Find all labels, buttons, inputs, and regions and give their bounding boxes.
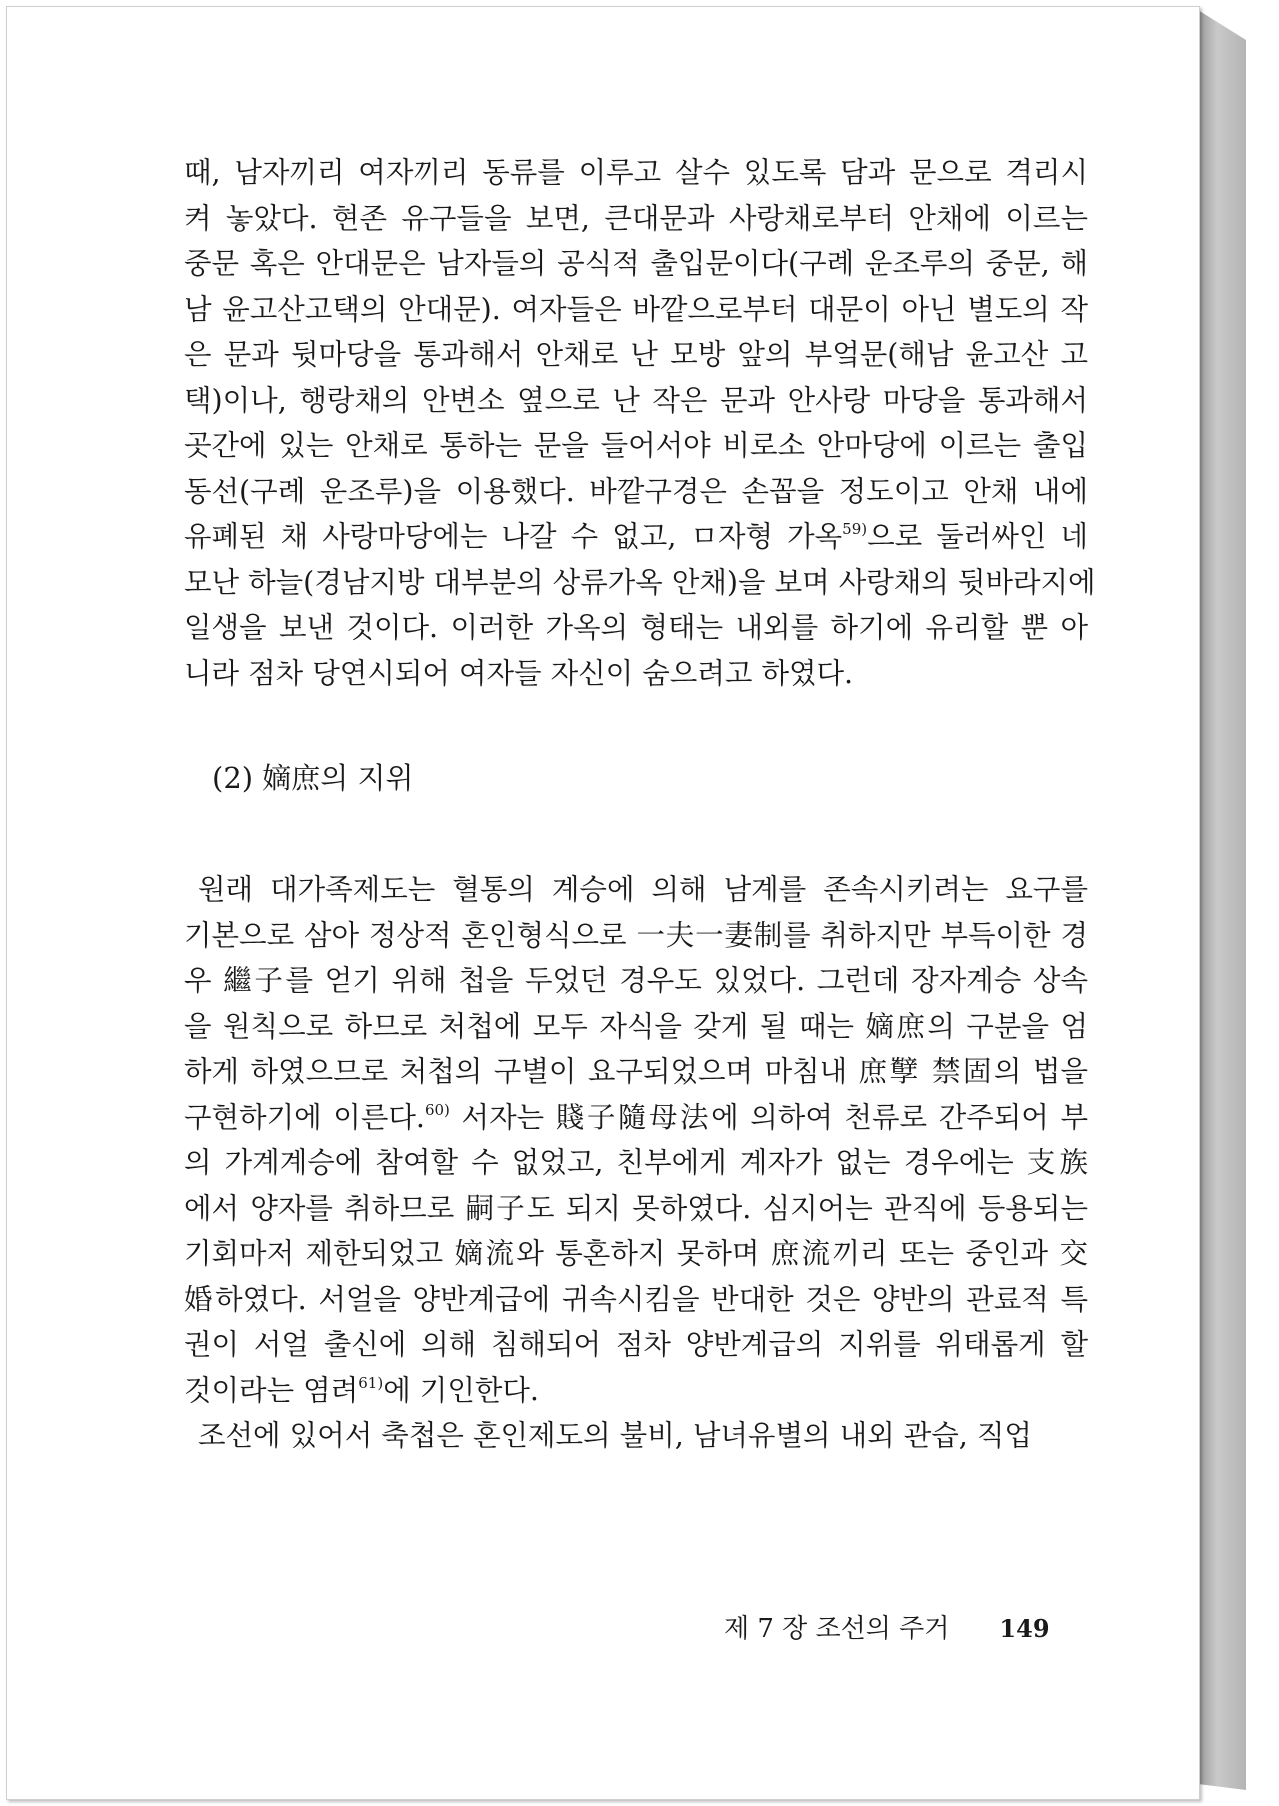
text-line: 은 문과 뒷마당을 통과해서 안채로 난 모방 앞의 부엌문(해남 윤고산 고 (184, 338, 1088, 371)
footnote-marker-59: 59) (842, 520, 868, 538)
text-segment: 것이라는 염려 (184, 1373, 359, 1407)
text-segment: 조선에 있어서 축첩은 혼인제도의 불비, 남녀유별의 내외 관습, 직업 (198, 1419, 1032, 1452)
text-line: 켜 놓았다. 현존 유구들을 보면, 큰대문과 사랑채로부터 안채에 이르는 (184, 201, 1088, 235)
text-segment: 으로 둘러싸인 네 (867, 520, 1088, 553)
text-line: 동선(구례 운조루)을 이용했다. 바깥구경은 손꼽을 정도이고 안채 내에 (184, 474, 1088, 508)
text-line-with-footnote (184, 1368, 1088, 1414)
text-line: 일생을 보낸 것이다. 이러한 가옥의 형태는 내외를 하기에 유리할 뿐 아 (184, 611, 1088, 644)
text-segment: 서자는 賤子隨母法에 의하여 천류로 간주되어 부 (449, 1100, 1089, 1134)
text-line-with-footnote (184, 514, 1088, 560)
text-line (184, 1413, 1088, 1459)
text-line: 에서 양자를 취하므로 嗣子도 되지 못하였다. 심지어는 관직에 등용되는 (184, 1191, 1088, 1225)
text-line: 곳간에 있는 안채로 통하는 문을 들어서야 비로소 안마당에 이르는 출입 (184, 429, 1088, 462)
text-segment: 에 기인한다. (383, 1373, 539, 1407)
text-line: 하게 하였으므로 처첩의 구별이 요구되었으며 마침내 庶孼 禁固의 법을 (184, 1055, 1088, 1088)
page-footer (724, 1608, 1050, 1645)
text-line: 때, 남자끼리 여자끼리 동류를 이루고 살수 있도록 담과 문으로 격리시 (184, 156, 1088, 189)
page-body (184, 150, 1096, 1459)
text-line: 중문 혹은 안대문은 남자들의 공식적 출입문이다(구례 운조루의 중문, 해 (184, 247, 1088, 280)
text-line: 婚하였다. 서얼을 양반계급에 귀속시킴을 반대한 것은 양반의 관료적 특 (184, 1282, 1088, 1316)
footnote-marker-60: 60) (424, 1100, 450, 1119)
text-line: 권이 서얼 출신에 의해 침해되어 점차 양반계급의 지위를 위태롭게 할 (184, 1328, 1088, 1361)
text-segment: 원래 대가족제도는 혈통의 계승에 의해 남계를 존속시키려는 요구를 (198, 873, 1088, 906)
section-heading: (2) 嫡庶의 지위 (212, 761, 414, 795)
text-line (184, 867, 1088, 913)
running-footer-chapter: 제 7 장 조선의 주거 (724, 1614, 950, 1644)
footnote-marker-61: 61) (358, 1373, 384, 1392)
text-line-with-footnote (184, 1095, 1088, 1141)
text-line: 모난 하늘(경남지방 대부분의 상류가옥 안채)을 보며 사랑채의 뒷바라지에 (184, 565, 1096, 599)
text-line: 을 원칙으로 하므로 처첩에 모두 자식을 갖게 될 때는 嫡庶의 구분을 엄 (184, 1009, 1088, 1043)
text-segment: 유폐된 채 사랑마당에는 나갈 수 없고, ㅁ자형 가옥 (184, 520, 843, 553)
text-line: 택)이나, 행랑채의 안변소 옆으로 난 작은 문과 안사랑 마당을 통과해서 (184, 383, 1088, 417)
paragraph-3 (184, 1413, 1088, 1459)
text-line: 니라 점차 당연시되어 여자들 자신이 숨으려고 하였다. (184, 656, 854, 690)
paragraph-2 (184, 867, 1088, 1413)
text-line: 우 繼子를 얻기 위해 첩을 두었던 경우도 있었다. 그런데 장자계승 상속 (184, 964, 1088, 997)
book-spine-edge (1198, 10, 1246, 1790)
page-number: 149 (999, 1614, 1050, 1643)
paragraph-1 (184, 150, 1096, 696)
text-line: 남 윤고산고택의 안대문). 여자들은 바깥으로부터 대문이 아닌 별도의 작 (184, 292, 1088, 326)
text-segment: 구현하기에 이른다. (184, 1100, 425, 1134)
text-line: 의 가계계승에 참여할 수 없었고, 친부에게 계자가 없는 경우에는 支族 (184, 1146, 1088, 1179)
text-line: 기회마저 제한되었고 嫡流와 통혼하지 못하며 庶流끼리 또는 중인과 交 (184, 1237, 1088, 1270)
text-line: 기본으로 삼아 정상적 혼인형식으로 一夫一妻制를 취하지만 부득이한 경 (184, 918, 1088, 952)
